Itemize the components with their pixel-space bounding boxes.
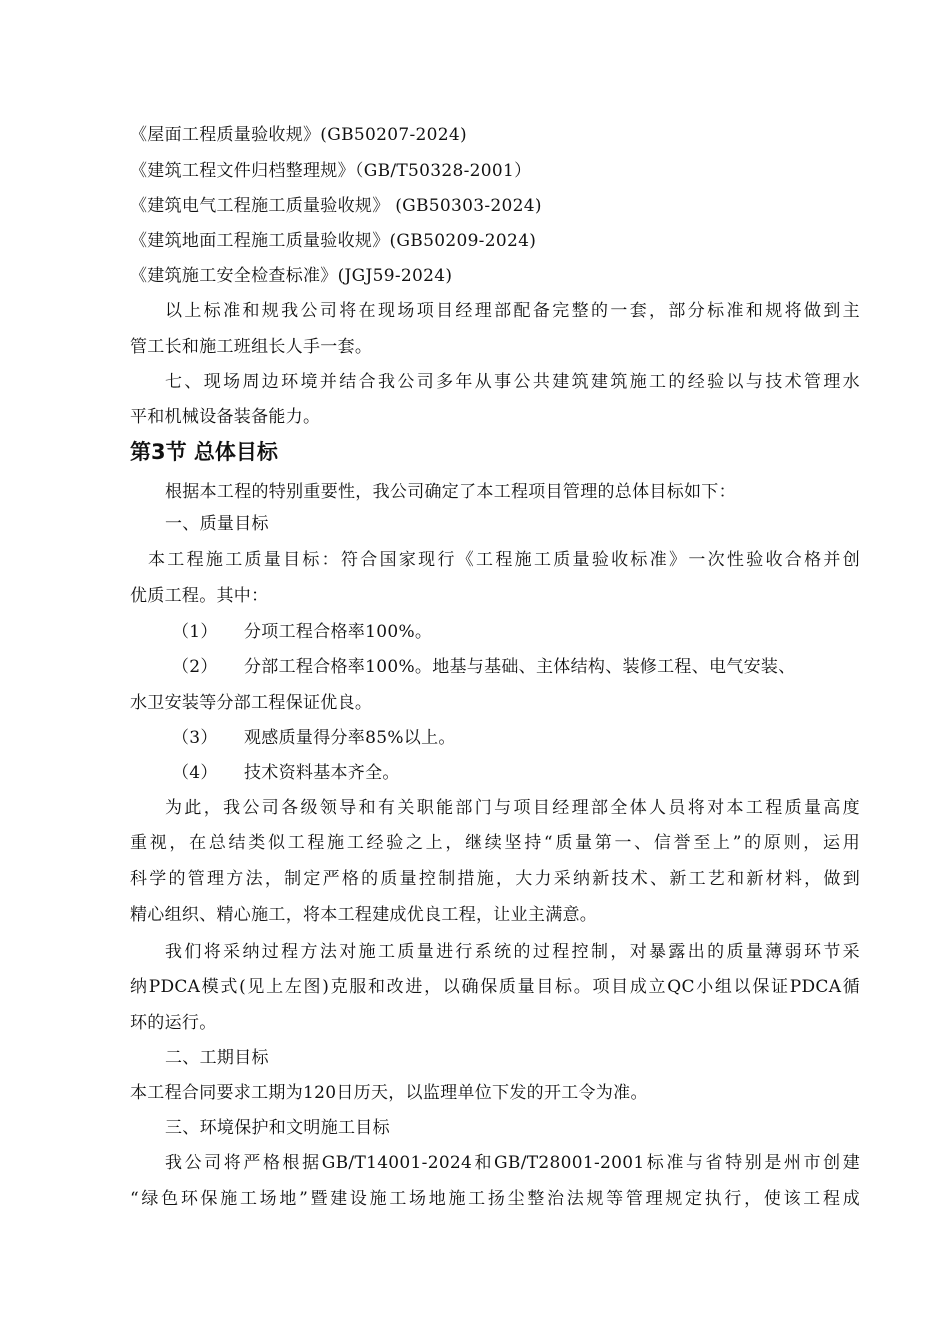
item-number: （1） bbox=[172, 622, 218, 642]
quality-item-4 bbox=[172, 762, 860, 784]
schedule-text: 本工程合同要求工期为120日历天，以监理单位下发的开工令为准。 bbox=[130, 1083, 648, 1103]
commitment-line-2: 重视，在总结类似工程施工经验之上，继续坚持“质量第一、信誉至上”的原则，运用 bbox=[130, 833, 860, 853]
commitment-line-1: 为此，我公司各级领导和有关职能部门与项目经理部全体人员将对本工程质量高度 bbox=[165, 798, 860, 818]
standards-paragraph-line-2: 管工长和施工班组长人手一套。 bbox=[130, 337, 373, 357]
item-text: 观感质量得分率85%以上。 bbox=[244, 728, 456, 748]
environment-line-1: 我公司将严格根据GB/T14001-2024和GB/T28001-2001标准与省特别是州市创建 bbox=[165, 1153, 860, 1173]
item-seven-line-2: 平和机械设备装备能力。 bbox=[130, 407, 321, 427]
quality-target-line-1: 本工程施工质量目标：符合国家现行《工程施工质量验收标准》一次性验收合格并创 bbox=[148, 550, 860, 570]
pdca-line-3: 环的运行。 bbox=[130, 1013, 217, 1033]
environment-heading: 三、环境保护和文明施工目标 bbox=[165, 1118, 390, 1138]
commitment-line-3: 科学的管理方法，制定严格的质量控制措施，大力采纳新技术、新工艺和新材料，做到 bbox=[130, 869, 860, 889]
standards-paragraph-line-1: 以上标准和规我公司将在现场项目经理部配备完整的一套，部分标准和规将做到主 bbox=[165, 301, 860, 321]
pdca-line-2: 纳PDCA模式(见上左图)克服和改进，以确保质量目标。项目成立QC小组以保证PDCA循 bbox=[130, 977, 860, 997]
quality-target-line-2: 优质工程。其中： bbox=[130, 586, 269, 606]
item-text: 分项工程合格率100%。 bbox=[244, 622, 433, 642]
quality-item-1 bbox=[172, 621, 860, 643]
schedule-heading: 二、工期目标 bbox=[165, 1048, 269, 1068]
standard-roof: 《屋面工程质量验收规》(GB50207-2024) bbox=[130, 125, 467, 145]
item-text: 技术资料基本齐全。 bbox=[244, 763, 400, 783]
item-number: （2） bbox=[172, 657, 218, 677]
standard-floor: 《建筑地面工程施工质量验收规》(GB50209-2024) bbox=[130, 231, 537, 251]
quality-item-2-continued: 水卫安装等分部工程保证优良。 bbox=[130, 693, 373, 713]
quality-heading: 一、质量目标 bbox=[165, 514, 269, 534]
quality-item-2 bbox=[172, 656, 860, 678]
standard-safety: 《建筑施工安全检查标准》(JGJ59-2024) bbox=[130, 266, 453, 286]
intro-paragraph: 根据本工程的特别重要性，我公司确定了本工程项目管理的总体目标如下： bbox=[165, 482, 736, 502]
item-number: （3） bbox=[172, 728, 218, 748]
standard-electrical: 《建筑电气工程施工质量验收规》 (GB50303-2024) bbox=[130, 196, 542, 216]
standard-archiving: 《建筑工程文件归档整理规》（GB/T50328-2001） bbox=[130, 161, 532, 181]
item-seven-line-1: 七、现场周边环境并结合我公司多年从事公共建筑建筑施工的经验以与技术管理水 bbox=[165, 372, 860, 392]
quality-item-3 bbox=[172, 727, 860, 749]
item-text: 分部工程合格率100%。地基与基础、主体结构、装修工程、电气安装、 bbox=[244, 657, 796, 677]
item-number: （4） bbox=[172, 763, 218, 783]
section-heading: 第3节 总体目标 bbox=[130, 440, 278, 464]
pdca-line-1: 我们将采纳过程方法对施工质量进行系统的过程控制，对暴露出的质量薄弱环节采 bbox=[165, 942, 860, 962]
commitment-line-4: 精心组织、精心施工，将本工程建成优良工程，让业主满意。 bbox=[130, 905, 598, 925]
environment-line-2: “绿色环保施工场地”暨建设施工场地施工扬尘整治法规等管理规定执行，使该工程成 bbox=[130, 1189, 860, 1209]
